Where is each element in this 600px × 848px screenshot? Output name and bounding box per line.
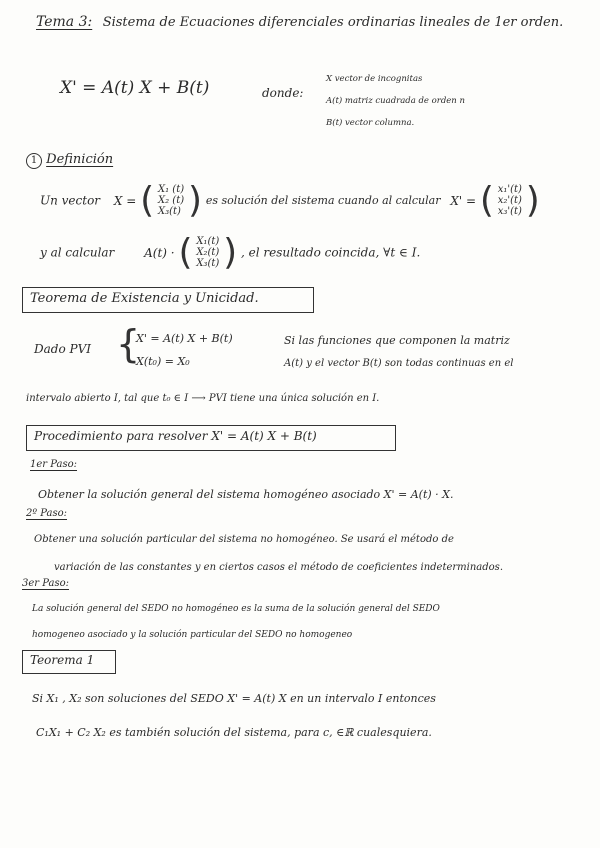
teorema-existencia-title: Teorema de Existencia y Unicidad. bbox=[30, 291, 259, 306]
paso-2-label: 2º Paso: bbox=[26, 508, 68, 519]
tema-label: Tema 3: bbox=[36, 14, 93, 30]
paso-2-line-1: Obtener una solución particular del sistema no homogéneo. Se usará el método de bbox=[34, 534, 454, 545]
right-paren-icon: ) bbox=[525, 180, 540, 221]
paso-1-label: 1er Paso: bbox=[30, 459, 78, 470]
teorema-sys-1: X' = A(t) X + B(t) bbox=[136, 332, 233, 345]
teorema-cond-1: Si las funciones que componen la matriz bbox=[284, 334, 510, 347]
teorema-1-line-2: C₁X₁ + C₂ X₂ es también solución del sistema, para c, ∈ℝ cualesquiera. bbox=[36, 726, 432, 739]
def-vecXp-label: X' = bbox=[450, 193, 477, 208]
vecXp-entry-2: x₂'(t) bbox=[497, 195, 522, 206]
brace-icon: { bbox=[116, 322, 141, 366]
vecAt-entry-1: X₁(t) bbox=[196, 236, 220, 247]
vecXp-entry-3: x₃'(t) bbox=[497, 206, 522, 217]
teorema-1-line-1: Si X₁ , X₂ son soluciones del SEDO X' = A(t) X en un intervalo I entonces bbox=[32, 692, 436, 705]
def-resultado: , el resultado coincida, ∀t ∈ I. bbox=[240, 245, 421, 260]
definicion-number: 1 bbox=[26, 153, 42, 169]
vecX-entry-2: X₂ (t) bbox=[158, 195, 185, 206]
def-vecX-label: X = bbox=[113, 193, 137, 208]
definicion-line-2 bbox=[40, 232, 420, 273]
teorema-sys-2: X(t₀) = X₀ bbox=[136, 355, 190, 368]
def-un-vector: Un vector bbox=[40, 193, 101, 208]
intro-def-2: A(t) matriz cuadrada de orden n bbox=[326, 96, 465, 106]
vecX-entry-3: X₃(t) bbox=[158, 206, 181, 217]
paso-2-line-2: variación de las constantes y en ciertos casos el método de coeficientes indeterminados. bbox=[54, 562, 503, 573]
vecAt-entry-2: X₂(t) bbox=[196, 247, 220, 258]
def-vecXp-entries bbox=[498, 184, 522, 217]
left-paren-icon: ( bbox=[178, 232, 193, 273]
intro-donde: donde: bbox=[262, 86, 304, 100]
teorema-cond-3: intervalo abierto I, tal que t₀ ∈ I ⟶ PVI tiene una única solución en I. bbox=[26, 393, 380, 404]
teorema-dado: Dado PVI bbox=[34, 342, 91, 356]
intro-def-1: X vector de incognitas bbox=[326, 74, 423, 84]
definicion-line-1 bbox=[40, 180, 540, 221]
teorema-cond-2: A(t) y el vector B(t) son todas continuas en el bbox=[284, 358, 514, 369]
vecAt-entry-3: X₃(t) bbox=[196, 258, 220, 269]
procedimiento-title: Procedimiento para resolver X' = A(t) X + B(t) bbox=[34, 429, 317, 443]
intro-def-3: B(t) vector columna. bbox=[326, 118, 415, 128]
intro-equation: X' = A(t) X + B(t) bbox=[60, 78, 210, 98]
teorema-1-title: Teorema 1 bbox=[30, 653, 95, 667]
def-y-al-calcular: y al calcular bbox=[40, 245, 115, 260]
def-es-solucion: es solución del sistema cuando al calcular bbox=[205, 194, 441, 207]
paso-1-text: Obtener la solución general del sistema homogéneo asociado X' = A(t) · X. bbox=[38, 488, 454, 501]
def-At-label: A(t) · bbox=[144, 245, 175, 260]
paso-3-line-1: La solución general del SEDO no homogéneo es la suma de la solución general del SEDO bbox=[32, 604, 440, 614]
paso-3-line-2: homogeneo asociado y la solución particular del SEDO no homogeneo bbox=[32, 630, 353, 640]
def-vecX-entries bbox=[158, 184, 184, 217]
header-line bbox=[36, 14, 563, 30]
definicion-title: Definición bbox=[46, 152, 114, 167]
left-paren-icon: ( bbox=[479, 180, 494, 221]
vecX-entry-1: X₁ (t) bbox=[158, 184, 185, 195]
header-title: Sistema de Ecuaciones diferenciales ordinarias lineales de 1er orden. bbox=[102, 15, 564, 30]
def-vecAt-entries bbox=[196, 236, 219, 269]
vecXp-entry-1: x₁'(t) bbox=[497, 184, 522, 195]
definicion-heading bbox=[26, 152, 113, 169]
right-paren-icon: ) bbox=[223, 232, 238, 273]
paso-3-label: 3er Paso: bbox=[22, 578, 70, 589]
left-paren-icon: ( bbox=[140, 180, 155, 221]
right-paren-icon: ) bbox=[187, 180, 203, 221]
